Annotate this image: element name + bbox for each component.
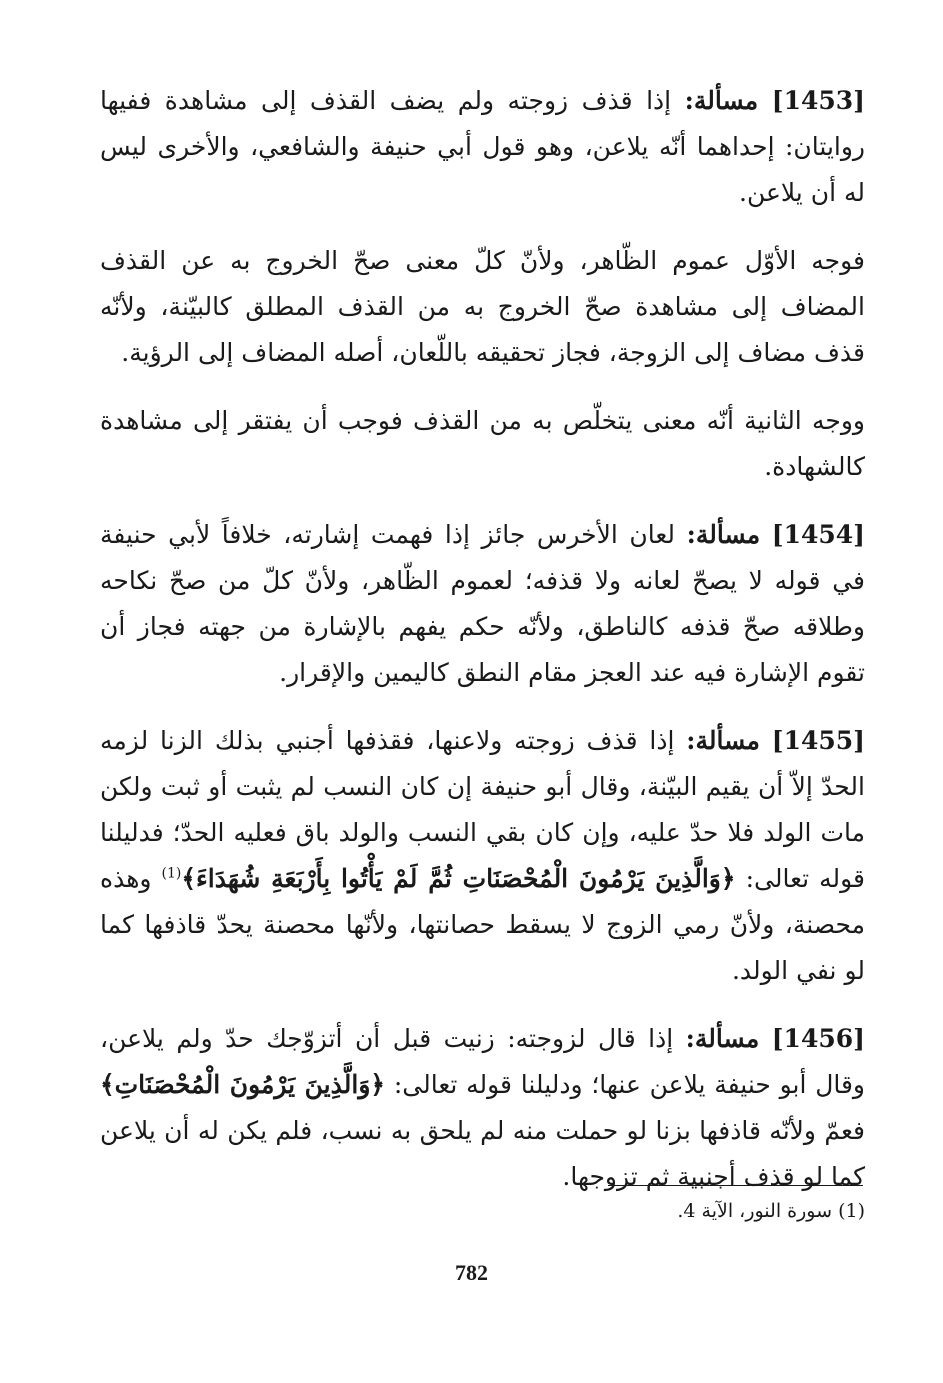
paragraph-text: إذا قذف زوجته ولم يضف القذف إلى مشاهدة ففيها روايتان: إحداهما أنّه يلاعن، وهو قول أبي حنيفة والشافعي، والأخرى ليس له أن يلاعن. <box>100 86 865 207</box>
footnote <box>677 1197 865 1225</box>
issue-number: [1455] <box>771 726 865 755</box>
paragraph-text: وهذه محصنة، ولأنّ رمي الزوج لا يسقط حصانتها، ولأنّها محصنة يحدّ قاذفها كما لو نفي الولد. <box>100 864 865 985</box>
paragraph-text: لعان الأخرس جائز إذا فهمت إشارته، خلافاً لأبي حنيفة في قوله لا يصحّ لعانه ولا قذفه؛ لعموم الظّاهر، ولأنّ كلّ من صحّ نكاحه وطلاقه صحّ قذفه كالناطق، ولأنّه حكم يفهم بالإشارة من جهته فجاز أن تقوم الإشارة فيه عند العجز مقام النطق كاليمين والإقرار. <box>100 520 865 687</box>
issue-number: [1453] <box>771 86 865 115</box>
quran-verse: ﴿وَالَّذِينَ يَرْمُونَ الْمُحْصَنَاتِ﴾ <box>100 1070 386 1099</box>
issue-heading: مسألة: <box>684 86 759 115</box>
paragraph-first-view <box>100 238 865 376</box>
paragraph-text: فعمّ ولأنّه قاذفها بزنا لو حملت منه لم يلحق به نسب، فلم يكن له أن يلاعن كما لو قذف أجنبية ثم تزوجها. <box>100 1116 865 1191</box>
page-body <box>100 78 865 1222</box>
paragraph-1456 <box>100 1016 865 1200</box>
paragraph-second-view <box>100 398 865 490</box>
paragraph-text: إذا قال لزوجته: زنيت قبل أن أتزوّجك حدّ ولم يلاعن، وقال أبو حنيفة يلاعن عنها؛ ودليلنا قوله تعالى: <box>100 1024 865 1099</box>
issue-number: [1454] <box>771 520 865 549</box>
quran-verse: ﴿وَالَّذِينَ يَرْمُونَ الْمُحْصَنَاتِ ثُمَّ لَمْ يَأْتُوا بِأَرْبَعَةِ شُهَدَاءَ﴾ <box>181 864 736 893</box>
issue-heading: مسألة: <box>685 1024 760 1053</box>
paragraph-text: فوجه الأوّل عموم الظّاهر، ولأنّ كلّ معنى صحّ الخروج به عن القذف المضاف إلى مشاهدة صحّ الخروج به من القذف المطلق كالبيّنة، ولأنّه قذف مضاف إلى الزوجة، فجاز تحقيقه باللّعان، أصله المضاف إلى الرؤية. <box>100 246 865 367</box>
paragraph-1454 <box>100 512 865 696</box>
issue-heading: مسألة: <box>686 726 760 755</box>
paragraph-1455 <box>100 718 865 994</box>
footnote-text: سورة النور، الآية 4. <box>677 1200 833 1222</box>
issue-heading: مسألة: <box>686 520 761 549</box>
paragraph-text: إذا قذف زوجته ولاعنها، فقذفها أجنبي بذلك الزنا لزمه الحدّ إلاّ أن يقيم البيّنة، وقال أبو حنيفة إن كان النسب لم يثبت أو ثبت ولكن مات الولد فلا حدّ عليه، وإن كان بقي النسب والولد باق فعليه الحدّ؛ فدليلنا قوله تعالى: <box>100 726 866 893</box>
footnote-marker: (1) <box>838 1200 865 1222</box>
footnote-divider <box>608 1185 863 1186</box>
page-number: 782 <box>455 1260 488 1285</box>
issue-number: [1456] <box>771 1024 865 1053</box>
footnote-reference: (1) <box>161 865 182 882</box>
paragraph-text: ووجه الثانية أنّه معنى يتخلّص به من القذف فوجب أن يفتقر إلى مشاهدة كالشهادة. <box>100 406 865 481</box>
paragraph-1453 <box>100 78 865 216</box>
